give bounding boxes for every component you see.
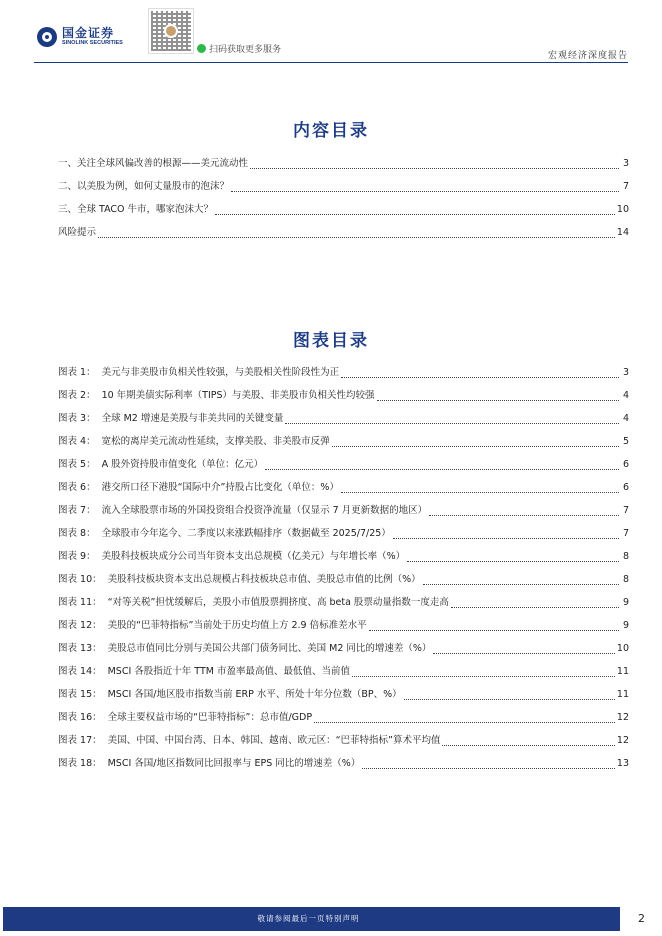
figure-number: 图表 17：: [58, 735, 102, 746]
figure-item[interactable]: [58, 594, 629, 608]
figure-page: 11: [616, 666, 629, 677]
dot-leader: [423, 575, 619, 585]
figure-item[interactable]: [58, 709, 629, 723]
figure-number: 图表 9：: [58, 551, 96, 562]
figure-label: 美元与非美股市负相关性较强，与美股相关性阶段性为正: [101, 367, 340, 378]
figure-label: MSCI 各股指近十年 TTM 市盈率最高值、最低值、当前值: [107, 666, 350, 677]
dot-leader: [250, 159, 619, 169]
figure-label: MSCI 各国/地区股市指数当前 ERP 水平、所处十年分位数（BP、%）: [107, 689, 402, 700]
figure-item[interactable]: [58, 364, 629, 378]
toc-item-label: 风险提示: [58, 227, 97, 238]
dot-leader: [265, 460, 619, 470]
figure-page: 12: [616, 712, 629, 723]
figure-page: 6: [622, 482, 629, 493]
figure-item[interactable]: [58, 410, 629, 424]
figure-label: 10 年期美债实际利率（TIPS）与美股、非美股市负相关性均较强: [101, 390, 375, 401]
scan-prompt: 扫码获取更多服务: [209, 45, 282, 55]
qr-code-icon: [148, 8, 194, 54]
figure-page: 13: [616, 758, 629, 769]
dot-leader: [404, 690, 615, 700]
figure-page: 5: [622, 436, 629, 447]
figure-number: 图表 4：: [58, 436, 96, 447]
figure-label: 宽松的离岸美元流动性延续，支撑美股、非美股市反弹: [101, 436, 330, 447]
toc-item-page: 3: [622, 158, 629, 169]
figure-number: 图表 2：: [58, 390, 96, 401]
figure-item[interactable]: [58, 456, 629, 470]
dot-leader: [215, 205, 615, 215]
figure-number: 图表 11：: [58, 597, 102, 608]
figure-page: 6: [622, 459, 629, 470]
logo-icon: [37, 27, 57, 47]
dot-leader: [98, 228, 615, 238]
dot-leader: [377, 391, 619, 401]
figure-page: 3: [622, 367, 629, 378]
figure-page: 4: [622, 413, 629, 424]
figure-page: 4: [622, 390, 629, 401]
figure-number: 图表 15：: [58, 689, 102, 700]
figure-label: 美股科技板块成分公司当年资本支出总规模（亿美元）与年增长率（%）: [101, 551, 406, 562]
figure-label: 美股总市值同比分别与美国公共部门债务同比、美国 M2 同比的增速差（%）: [107, 643, 432, 654]
dot-leader: [433, 644, 614, 654]
figures-title: 图表目录: [293, 331, 369, 351]
figure-number: 图表 3：: [58, 413, 96, 424]
header-divider: [34, 62, 628, 63]
figure-item[interactable]: [58, 479, 629, 493]
figure-page: 9: [622, 620, 629, 631]
logo-name-en: SINOLINK SECURITIES: [62, 40, 123, 46]
figure-item[interactable]: [58, 387, 629, 401]
toc-item-page: 7: [622, 181, 629, 192]
figure-number: 图表 12：: [58, 620, 102, 631]
toc-item-label: 一、关注全球风偏改善的根源——美元流动性: [58, 158, 249, 169]
figure-item[interactable]: [58, 433, 629, 447]
figure-item[interactable]: [58, 525, 629, 539]
figure-item[interactable]: [58, 548, 629, 562]
dot-leader: [429, 506, 619, 516]
figure-page: 7: [622, 528, 629, 539]
figure-label: 港交所口径下港股“国际中介”持股占比变化（单位：%）: [101, 482, 339, 493]
figure-number: 图表 13：: [58, 643, 102, 654]
toc-item[interactable]: [58, 155, 629, 169]
figure-number: 图表 16：: [58, 712, 102, 723]
figure-page: 7: [622, 505, 629, 516]
figure-label: “对等关税”担忧缓解后，美股小市值股票拥挤度、高 beta 股票动量指数一度走高: [107, 597, 449, 608]
dot-leader: [442, 736, 614, 746]
figure-number: 图表 7：: [58, 505, 96, 516]
dot-leader: [314, 713, 615, 723]
figure-item[interactable]: [58, 502, 629, 516]
figure-number: 图表 5：: [58, 459, 96, 470]
report-type: 宏观经济深度报告: [547, 51, 628, 61]
toc-item-page: 10: [616, 204, 629, 215]
toc-item-page: 14: [616, 227, 629, 238]
dot-leader: [369, 621, 619, 631]
figure-label: 美股的“巴菲特指标”当前处于历史均值上方 2.9 倍标准差水平: [107, 620, 367, 631]
dot-leader: [362, 759, 615, 769]
figure-page: 8: [622, 574, 629, 585]
toc-item[interactable]: [58, 201, 629, 215]
figure-number: 图表 1：: [58, 367, 96, 378]
figure-item[interactable]: [58, 617, 629, 631]
figure-page: 8: [622, 551, 629, 562]
toc-item[interactable]: [58, 224, 629, 238]
dot-leader: [341, 368, 619, 378]
figure-item[interactable]: [58, 571, 629, 585]
figure-label: 全球股市今年迄今、二季度以来涨跌幅排序（数据截至 2025/7/25）: [101, 528, 391, 539]
page-footer: [0, 907, 662, 931]
figure-label: 全球主要权益市场的“巴菲特指标”：总市值/GDP: [107, 712, 313, 723]
figure-item[interactable]: [58, 663, 629, 677]
company-logo: [37, 26, 123, 47]
dot-leader: [285, 414, 619, 424]
toc-item-label: 三、全球 TACO 牛市，哪家泡沫大？: [58, 204, 214, 215]
contents-title: 内容目录: [293, 121, 369, 141]
wechat-icon: [197, 44, 206, 53]
page-number: 2: [638, 912, 645, 925]
figure-number: 图表 10：: [58, 574, 102, 585]
toc-item-label: 二、以美股为例，如何丈量股市的泡沫？: [58, 181, 230, 192]
dot-leader: [231, 182, 619, 192]
figure-page: 10: [616, 643, 629, 654]
figure-item[interactable]: [58, 732, 629, 746]
dot-leader: [332, 437, 619, 447]
logo-name-cn: 国金证券: [62, 26, 115, 40]
figure-page: 11: [616, 689, 629, 700]
figure-item[interactable]: [58, 640, 629, 654]
dot-leader: [407, 552, 619, 562]
dot-leader: [341, 483, 619, 493]
figure-label: 美国、中国、中国台湾、日本、韩国、越南、欧元区：“巴菲特指标”算术平均值: [107, 735, 441, 746]
figure-item[interactable]: [58, 686, 629, 700]
figure-number: 图表 14：: [58, 666, 102, 677]
footer-disclaimer: 敬请参阅最后一页特别声明: [257, 914, 360, 923]
figure-label: 全球 M2 增速是美股与非美共同的关键变量: [101, 413, 284, 424]
dot-leader: [352, 667, 615, 677]
figure-number: 图表 8：: [58, 528, 96, 539]
figure-number: 图表 18：: [58, 758, 102, 769]
toc-item[interactable]: [58, 178, 629, 192]
dot-leader: [451, 598, 619, 608]
figure-number: 图表 6：: [58, 482, 96, 493]
figure-label: A 股外资持股市值变化（单位：亿元）: [101, 459, 264, 470]
dot-leader: [393, 529, 619, 539]
figure-page: 9: [622, 597, 629, 608]
figure-page: 12: [616, 735, 629, 746]
figure-item[interactable]: [58, 755, 629, 769]
figure-label: MSCI 各国/地区指数同比回报率与 EPS 同比的增速差（%）: [107, 758, 361, 769]
figure-label: 流入全球股票市场的外国投资组合投资净流量（仅显示 7 月更新数据的地区）: [101, 505, 428, 516]
page-header: [0, 0, 662, 64]
figure-label: 美股科技板块资本支出总规模占科技板块总市值、美股总市值的比例（%）: [107, 574, 421, 585]
